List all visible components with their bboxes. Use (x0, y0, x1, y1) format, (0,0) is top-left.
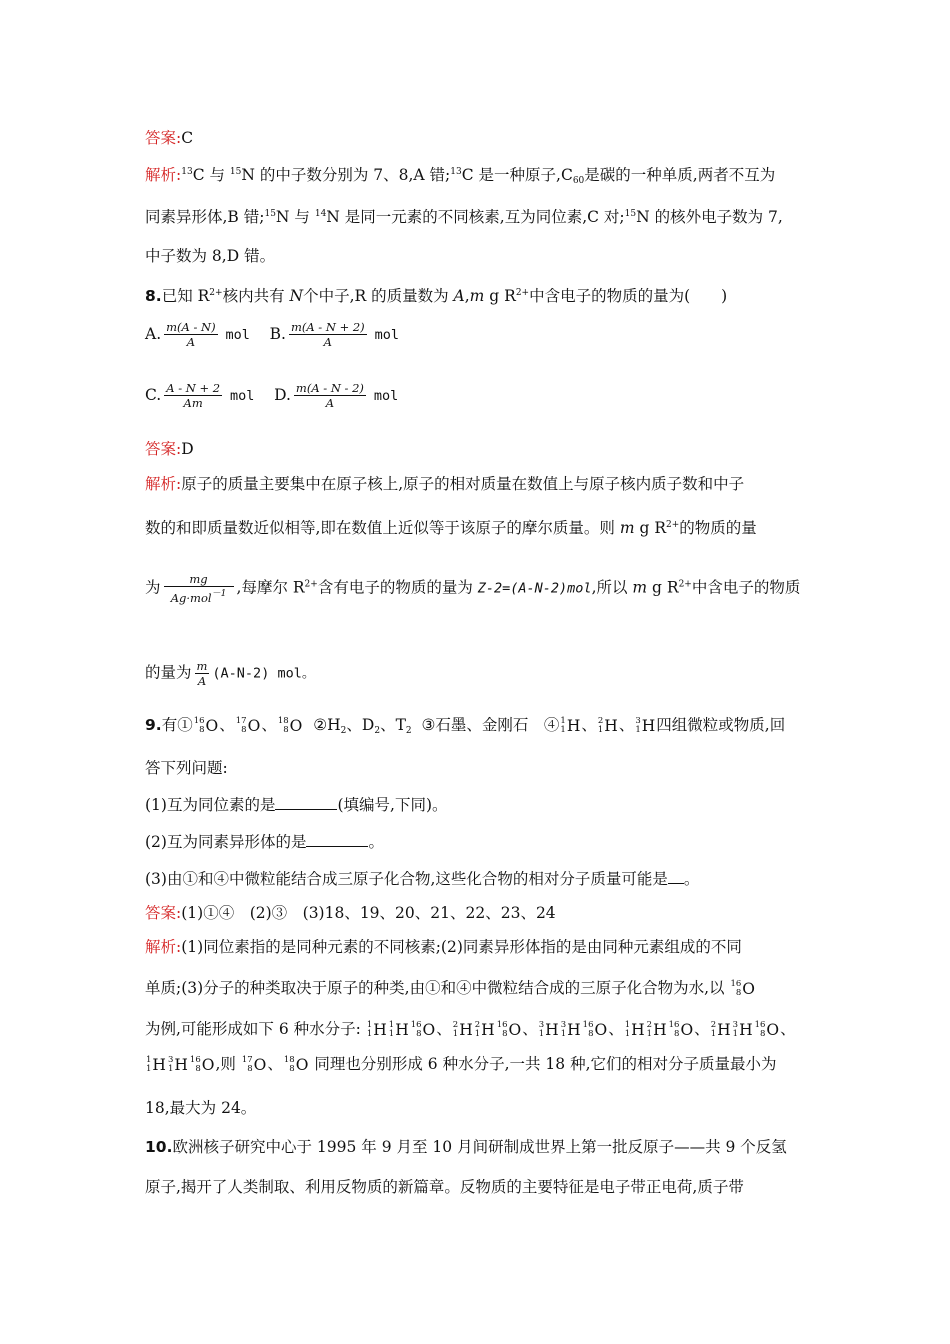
analysis-line-1: 解析:$^{13}$C 与 $^{15}$N 的中子数分别为 7、8,A 错;$^{13}$C 是一种原子$,C_{60}$是碳的一种单质,两者不互为 (145, 166, 776, 186)
question-9-analysis-5: 18,最大为 24。 (145, 1099, 257, 1117)
question-8-options-ab (145, 320, 399, 349)
question-8-stem: 8.已知 $R^{2+}$核内共有 N个中子,R 的质量数为 A,m g $R^{2+}$中含电子的物质的量为( ) (145, 287, 728, 305)
question-9-part-3: (3)由①和④中微粒能结合成三原子化合物,这些化合物的相对分子质量可能是 。 (145, 870, 700, 888)
question-9-stem-2: 答下列问题: (145, 759, 228, 777)
question-8-analysis-1: 解析:原子的质量主要集中在原子核上,原子的相对质量在数值上与原子核内质子数和中子 (145, 475, 745, 493)
question-9-part-2: (2)互为同素异形体的是 。 (145, 833, 384, 851)
analysis-line-2: 同素异形体,B 错;$^{15}$N 与 $^{14}$N 是同一元素的不同核素,互为同位素,C 对;$^{15}$N 的核外电子数为 7, (145, 208, 783, 226)
option-a[interactable]: A. $\frac{m(A - N)}{A}$ mol (145, 320, 250, 349)
question-8-analysis-3: 为 $\frac{mg}{Ag\cdot mol^{-1}}$ ,每摩尔 $R^{2+}$含有电子的物质的量为 Z-2=(A-N-2)mol,所以 m g $R^{2+}$中含电子的物质 (145, 572, 801, 605)
question-8-analysis-4: 的量为 $\frac{m}{A}$ (A-N-2) mol。 (145, 659, 316, 688)
option-b[interactable]: B. $\frac{m(A - N + 2)}{A}$ mol (269, 320, 399, 349)
question-9-part-1: (1)互为同位素的是 (填编号,下同)。 (145, 796, 448, 814)
question-9-analysis-2: 单质;(3)分子的种类取决于原子的种类,由①和④中微粒结合成的三原子化合物为水,以 16 8 O (145, 979, 756, 998)
answer-blank-2[interactable] (306, 832, 368, 847)
question-10-stem-2: 原子,揭开了人类制取、利用反物质的新篇章。反物质的主要特征是电子带正电荷,质子带 (145, 1178, 744, 1196)
question-9-answer: 答案:(1)①④ (2)③ (3)18、19、20、21、22、23、24 (145, 904, 556, 922)
question-9-stem-1: 9.有① 16 8 O 、 17 8 O 、 18 8 O $②H_2$、$D_2$、$T_2$ ③石墨、金刚石 ④ 1 1 H 、 2 1 H 、 3 1 H 四组微粒或物质,回 (145, 716, 786, 736)
option-d[interactable]: D. $\frac{m(A - N - 2)}{A}$ mol (274, 381, 399, 410)
question-10-stem-1: 10.欧洲核子研究中心于 1995 年 9 月至 10 月间研制成世界上第一批反原子——共 9 个反氢 (145, 1138, 787, 1156)
question-8-options-cd (145, 381, 398, 410)
question-9-analysis-4: 1 1 H 3 1 H 16 8 O ,则 17 8 O 、 18 8 O 同理也分别形成 6 种水分子,一共 18 种,它们的相对分子质量最小为 (146, 1055, 777, 1074)
question-9-analysis-1: 解析:(1)同位素指的是同种元素的不同核素;(2)同素异形体指的是由同种元素组成的不同 (145, 938, 742, 956)
question-8-analysis-2: 数的和即质量数近似相等,即在数值上近似等于该原子的摩尔质量。则 m g $R^{2+}$的物质的量 (145, 519, 757, 537)
answer-line: 答案:C (145, 129, 194, 147)
option-c[interactable]: C. $\frac{A - N + 2}{Am}$ mol (145, 381, 255, 410)
question-8-answer: 答案:D (145, 440, 194, 458)
question-9-analysis-3: 为例,可能形成如下 6 种水分子: 1 1 H 1 1 H 16 8 O 、 2 1 H 2 1 H 16 8 O 、 3 1 H 3 1 H 16 8 O 、 1 1 H 2 1 H 16 8 O 、 2 1 H 3 1 H 16 8 O 、 (145, 1020, 796, 1039)
answer-blank-1[interactable] (275, 795, 337, 810)
answer-blank-3[interactable] (668, 869, 684, 884)
analysis-line-3: 中子数为 8,D 错。 (145, 247, 276, 265)
